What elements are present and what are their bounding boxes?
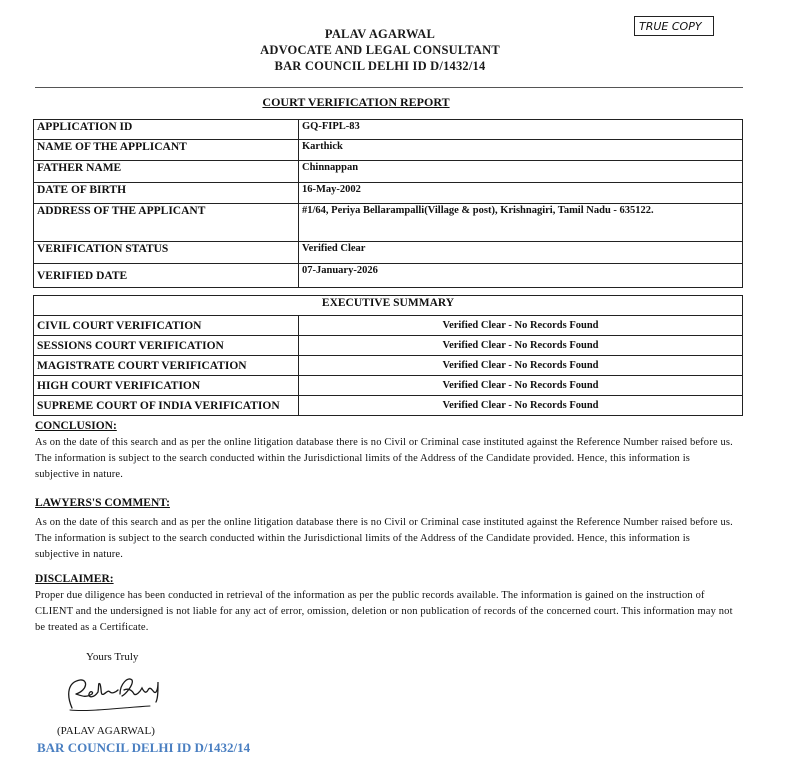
field-value: #1/64, Periya Bellarampalli(Village & post), Krishnagiri, Tamil Nadu - 635122. bbox=[299, 204, 743, 242]
table-row bbox=[34, 183, 743, 204]
field-value: Verified Clear bbox=[299, 242, 743, 264]
table-row bbox=[34, 242, 743, 264]
signatory-bar-id: BAR COUNCIL DELHI ID D/1432/14 bbox=[37, 740, 251, 755]
lawyers-comment-text: As on the date of this search and as per the online litigation database there is no Civil or Criminal case instituted against the Reference Number raised before us. The information is subject to the search conducted within the Jurisdictional limits of the Address of the Candidate provided. Hence, this information is subjective in nature. bbox=[35, 517, 733, 560]
court-result: Verified Clear - No Records Found bbox=[299, 396, 743, 416]
court-label: HIGH COURT VERIFICATION bbox=[34, 376, 299, 396]
field-value: GQ-FIPL-83 bbox=[299, 120, 743, 140]
disclaimer-heading: DISCLAIMER: bbox=[35, 573, 114, 585]
advocate-bar-id: BAR COUNCIL DELHI ID D/1432/14 bbox=[274, 59, 486, 73]
field-value: Karthick bbox=[299, 140, 743, 161]
table-row bbox=[34, 396, 743, 416]
court-label: SESSIONS COURT VERIFICATION bbox=[34, 336, 299, 356]
table-row bbox=[34, 161, 743, 183]
signatory-name: (PALAV AGARWAL) bbox=[57, 725, 155, 737]
court-label: SUPREME COURT OF INDIA VERIFICATION bbox=[34, 396, 299, 416]
true-copy-stamp: TRUE COPY bbox=[634, 16, 714, 36]
court-result: Verified Clear - No Records Found bbox=[299, 356, 743, 376]
conclusion-text: As on the date of this search and as per the online litigation database there is no Civil or Criminal case instituted against the Reference Number raised before us. The information is subject to the search conducted within the Jurisdictional limits of the Address of the Candidate provided. Hence, this information is subjective in nature. bbox=[35, 437, 733, 480]
lawyers-comment-heading: LAWYERS'S COMMENT: bbox=[35, 497, 170, 509]
court-label: MAGISTRATE COURT VERIFICATION bbox=[34, 356, 299, 376]
executive-summary-title: EXECUTIVE SUMMARY bbox=[34, 296, 743, 316]
table-row bbox=[34, 204, 743, 242]
report-title: COURT VERIFICATION REPORT bbox=[262, 95, 450, 109]
executive-summary-table bbox=[33, 295, 743, 416]
field-label: ADDRESS OF THE APPLICANT bbox=[34, 204, 299, 242]
table-header-row bbox=[34, 296, 743, 316]
table-row bbox=[34, 120, 743, 140]
table-row bbox=[34, 356, 743, 376]
handwritten-signature bbox=[58, 672, 168, 716]
field-label: DATE OF BIRTH bbox=[34, 183, 299, 204]
court-result: Verified Clear - No Records Found bbox=[299, 376, 743, 396]
field-label: NAME OF THE APPLICANT bbox=[34, 140, 299, 161]
court-label: CIVIL COURT VERIFICATION bbox=[34, 316, 299, 336]
closing-line: Yours Truly bbox=[86, 651, 139, 663]
court-result: Verified Clear - No Records Found bbox=[299, 316, 743, 336]
table-row bbox=[34, 316, 743, 336]
table-row bbox=[34, 140, 743, 161]
disclaimer-text: Proper due diligence has been conducted in retrieval of the information as per the public records available. The information is gained on the instruction of CLIENT and the undersigned is not liable for any act of error, omission, deletion or non publication of records of the concerned court. This information may not be treated as a Certificate. bbox=[35, 590, 733, 633]
field-label: APPLICATION ID bbox=[34, 120, 299, 140]
applicant-details-table bbox=[33, 119, 743, 288]
table-row bbox=[34, 264, 743, 288]
field-label: VERIFIED DATE bbox=[34, 264, 299, 288]
field-value: Chinnappan bbox=[299, 161, 743, 183]
field-label: VERIFICATION STATUS bbox=[34, 242, 299, 264]
header-divider bbox=[35, 87, 743, 88]
field-value: 16-May-2002 bbox=[299, 183, 743, 204]
table-row bbox=[34, 376, 743, 396]
advocate-role: ADVOCATE AND LEGAL CONSULTANT bbox=[260, 43, 500, 57]
table-row bbox=[34, 336, 743, 356]
field-label: FATHER NAME bbox=[34, 161, 299, 183]
field-value: 07-January-2026 bbox=[299, 264, 743, 288]
court-result: Verified Clear - No Records Found bbox=[299, 336, 743, 356]
conclusion-heading: CONCLUSION: bbox=[35, 420, 117, 432]
advocate-name: PALAV AGARWAL bbox=[324, 27, 436, 41]
